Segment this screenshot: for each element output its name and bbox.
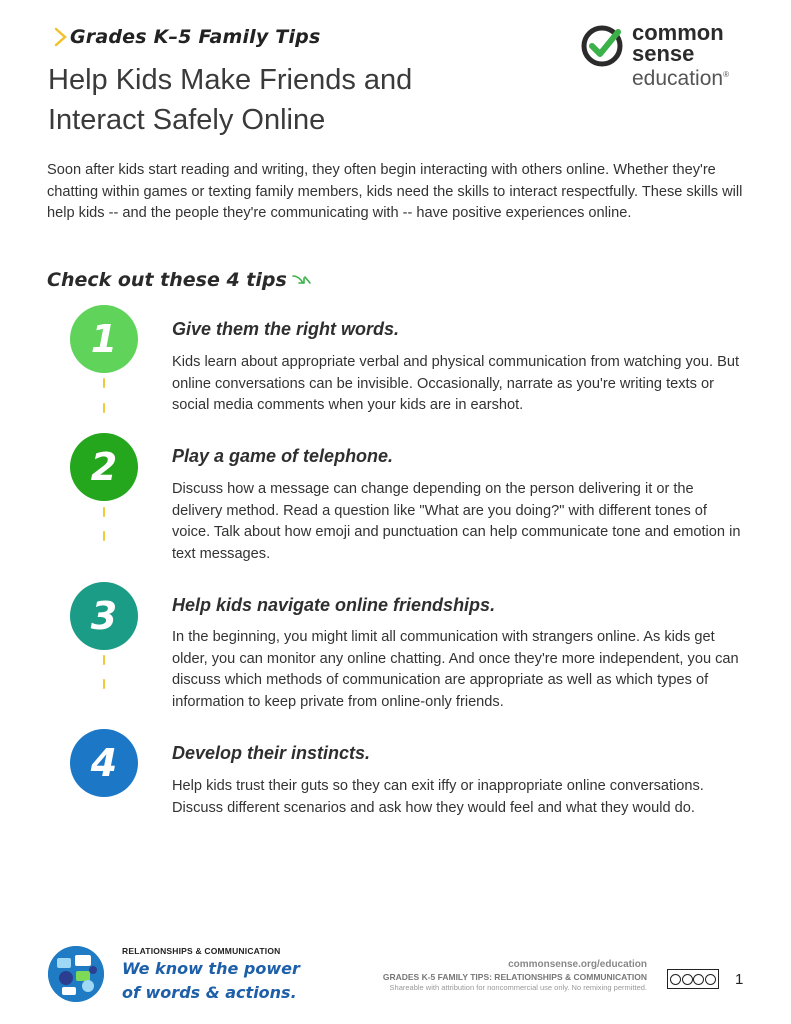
- footer-tagline-1: We know the power: [122, 959, 300, 978]
- timeline-dash: [103, 531, 105, 541]
- tip-number-badge: [70, 433, 138, 501]
- category-badge-icon: [48, 946, 104, 1002]
- tip-body: In the beginning, you might limit all communication with strangers online. As kids get older, you can monitor any online chatting. And once they're more independent, you can discuss which methods of communication are appropriate as well as which types of information to keep private from online-only friends.: [172, 629, 739, 710]
- title-line-2: Interact Safely Online: [48, 104, 326, 136]
- intro-paragraph: Soon after kids start reading and writing, they often begin interacting with others online. Whether they're chatting within games or texting family members, kids need the skills to interact respectfully. These skills will help kids -- and the people they're communicating with -- have positive experiences online.: [47, 162, 743, 222]
- nd-icon: [705, 974, 716, 985]
- tip-number: 3: [90, 594, 118, 638]
- timeline-dash: [103, 655, 105, 665]
- tip-title: Develop their instincts.: [172, 743, 371, 763]
- tip-body: Discuss how a message can change depending on the person delivering it or the delivery method. Read a question like "What are you doing?" with different tones of voice. Talk about how emoji and punctuation can help communicate tone and emotion in text messages.: [172, 481, 741, 562]
- tip-body: Help kids trust their guts so they can exit iffy or inappropriate online conversations. Discuss different scenarios and ask how they would feel and what they would do.: [172, 778, 704, 816]
- logo-word-sense: sense: [632, 41, 695, 66]
- registered-mark: ®: [723, 70, 729, 79]
- cc-icon: [670, 974, 681, 985]
- tips-heading: [47, 269, 313, 291]
- tip-body: Kids learn about appropriate verbal and physical communication from watching you. But online conversations can be invisible. Occasionally, narrate as you're writing texts or social media comments when your kids are in earshot.: [172, 354, 740, 414]
- timeline-dash: [103, 507, 105, 517]
- tip-title: Play a game of telephone.: [172, 446, 394, 466]
- grade-kicker: [54, 26, 320, 48]
- tip-title: Give them the right words.: [172, 319, 400, 339]
- title-line-1: Help Kids Make Friends and: [48, 64, 413, 96]
- footer-license: Shareable with attribution for noncommercial use only. No remixing permitted.: [389, 983, 647, 992]
- tip-number: 2: [90, 445, 118, 489]
- footer-url[interactable]: commonsense.org/education: [508, 959, 647, 970]
- footer-category: RELATIONSHIPS & COMMUNICATION: [122, 946, 281, 956]
- speech-bubbles-icon: [48, 946, 104, 1002]
- by-icon: [682, 974, 693, 985]
- footer-meta: [383, 958, 647, 993]
- page-title: [48, 60, 478, 140]
- timeline-dash: [103, 679, 105, 689]
- nc-icon: [693, 974, 704, 985]
- common-sense-logo: [580, 22, 750, 88]
- logo-word-common: common: [632, 20, 724, 45]
- page-number: 1: [735, 971, 744, 988]
- creative-commons-badge-icon: [667, 969, 719, 989]
- tip-title: Help kids navigate online friendships.: [172, 595, 496, 615]
- tip-number-badge: [70, 729, 138, 797]
- logo-word-education: education®: [632, 67, 729, 90]
- timeline-dash: [103, 403, 105, 413]
- footer-tagline-2: of words & actions.: [122, 983, 297, 1002]
- footer-doc-title: GRADES K-5 FAMILY TIPS: RELATIONSHIPS & COMMUNICATION: [382, 972, 647, 982]
- arrow-down-right-icon: [291, 273, 313, 287]
- tip-number-badge: [70, 305, 138, 373]
- chevron-right-icon: [54, 26, 68, 48]
- tips-heading-text: Check out these 4 tips: [47, 269, 287, 291]
- kicker-text: Grades K–5 Family Tips: [70, 26, 321, 48]
- tip-number: 4: [90, 741, 118, 785]
- timeline-dash: [103, 378, 105, 388]
- checkmark-logo-icon: [580, 24, 624, 68]
- tip-number: 1: [90, 317, 118, 361]
- tip-number-badge: [70, 582, 138, 650]
